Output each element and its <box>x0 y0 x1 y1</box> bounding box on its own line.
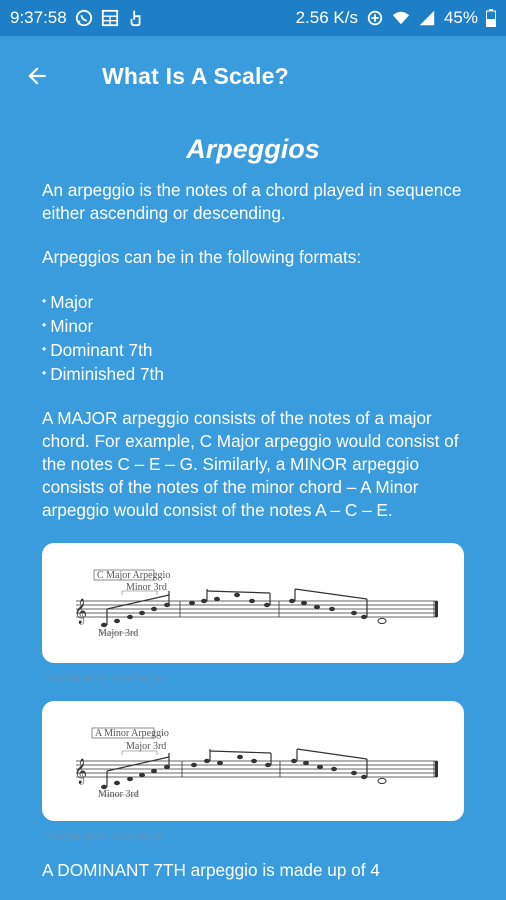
whatsapp-icon <box>75 9 93 27</box>
page-title: What Is A Scale? <box>102 62 289 89</box>
enlarge-hint: Double click to enlarge <box>42 671 164 685</box>
sheet-music-notation <box>42 701 464 821</box>
svg-text:𝄞: 𝄞 <box>74 759 88 784</box>
major-minor-paragraph: A MAJOR arpeggio consists of the notes of a major chord. For example, C Major arpeggio would consist of the notes C – E – G. Similarly, a MINOR arpeggio consists of the notes of the minor chord – A Minor arpeggio would consist of the notes A – C – E. <box>42 408 459 520</box>
a-minor-arpeggio-image[interactable] <box>42 701 464 821</box>
calculator-icon <box>101 9 119 27</box>
list-item: • Diminished 7th <box>42 362 464 386</box>
formats-list <box>42 290 464 386</box>
list-item: • Minor <box>42 314 464 338</box>
touch-hand-icon <box>127 9 145 27</box>
score-caption: A Minor Arpeggio <box>95 728 169 739</box>
back-button[interactable] <box>24 61 54 91</box>
enlarge-hint: Double click to enlarge <box>42 829 164 843</box>
c-major-arpeggio-image[interactable] <box>42 543 464 663</box>
app-bar <box>0 36 506 116</box>
status-bar <box>0 0 506 36</box>
score-caption: C Major Arpeggio <box>97 570 171 581</box>
formats-intro: Arpeggios can be in the following formats: <box>42 247 362 267</box>
section-heading: Arpeggios <box>186 134 320 164</box>
interval-label-lower: Major 3rd <box>98 628 139 639</box>
sheet-music-notation <box>42 543 464 663</box>
list-item: • Major <box>42 290 464 314</box>
list-item: • Dominant 7th <box>42 338 464 362</box>
battery-icon <box>486 9 496 27</box>
interval-label-upper: Minor 3rd <box>126 582 167 593</box>
article-content <box>0 134 506 882</box>
arrow-back-icon <box>24 63 50 89</box>
interval-label-lower: Minor 3rd <box>98 789 139 800</box>
dominant-paragraph: A DOMINANT 7TH arpeggio is made up of 4 <box>42 860 380 880</box>
battery-level: 45% <box>443 8 478 27</box>
interval-label-upper: Major 3rd <box>126 741 167 752</box>
svg-text:𝄞: 𝄞 <box>74 599 88 624</box>
intro-paragraph: An arpeggio is the notes of a chord played in sequence either ascending or descending. <box>42 180 462 223</box>
status-time: 9:37:58 <box>10 8 67 27</box>
signal-icon <box>418 9 436 27</box>
data-saver-icon <box>366 9 384 27</box>
wifi-icon <box>392 9 410 27</box>
network-speed: 2.56 K/s <box>295 8 358 27</box>
